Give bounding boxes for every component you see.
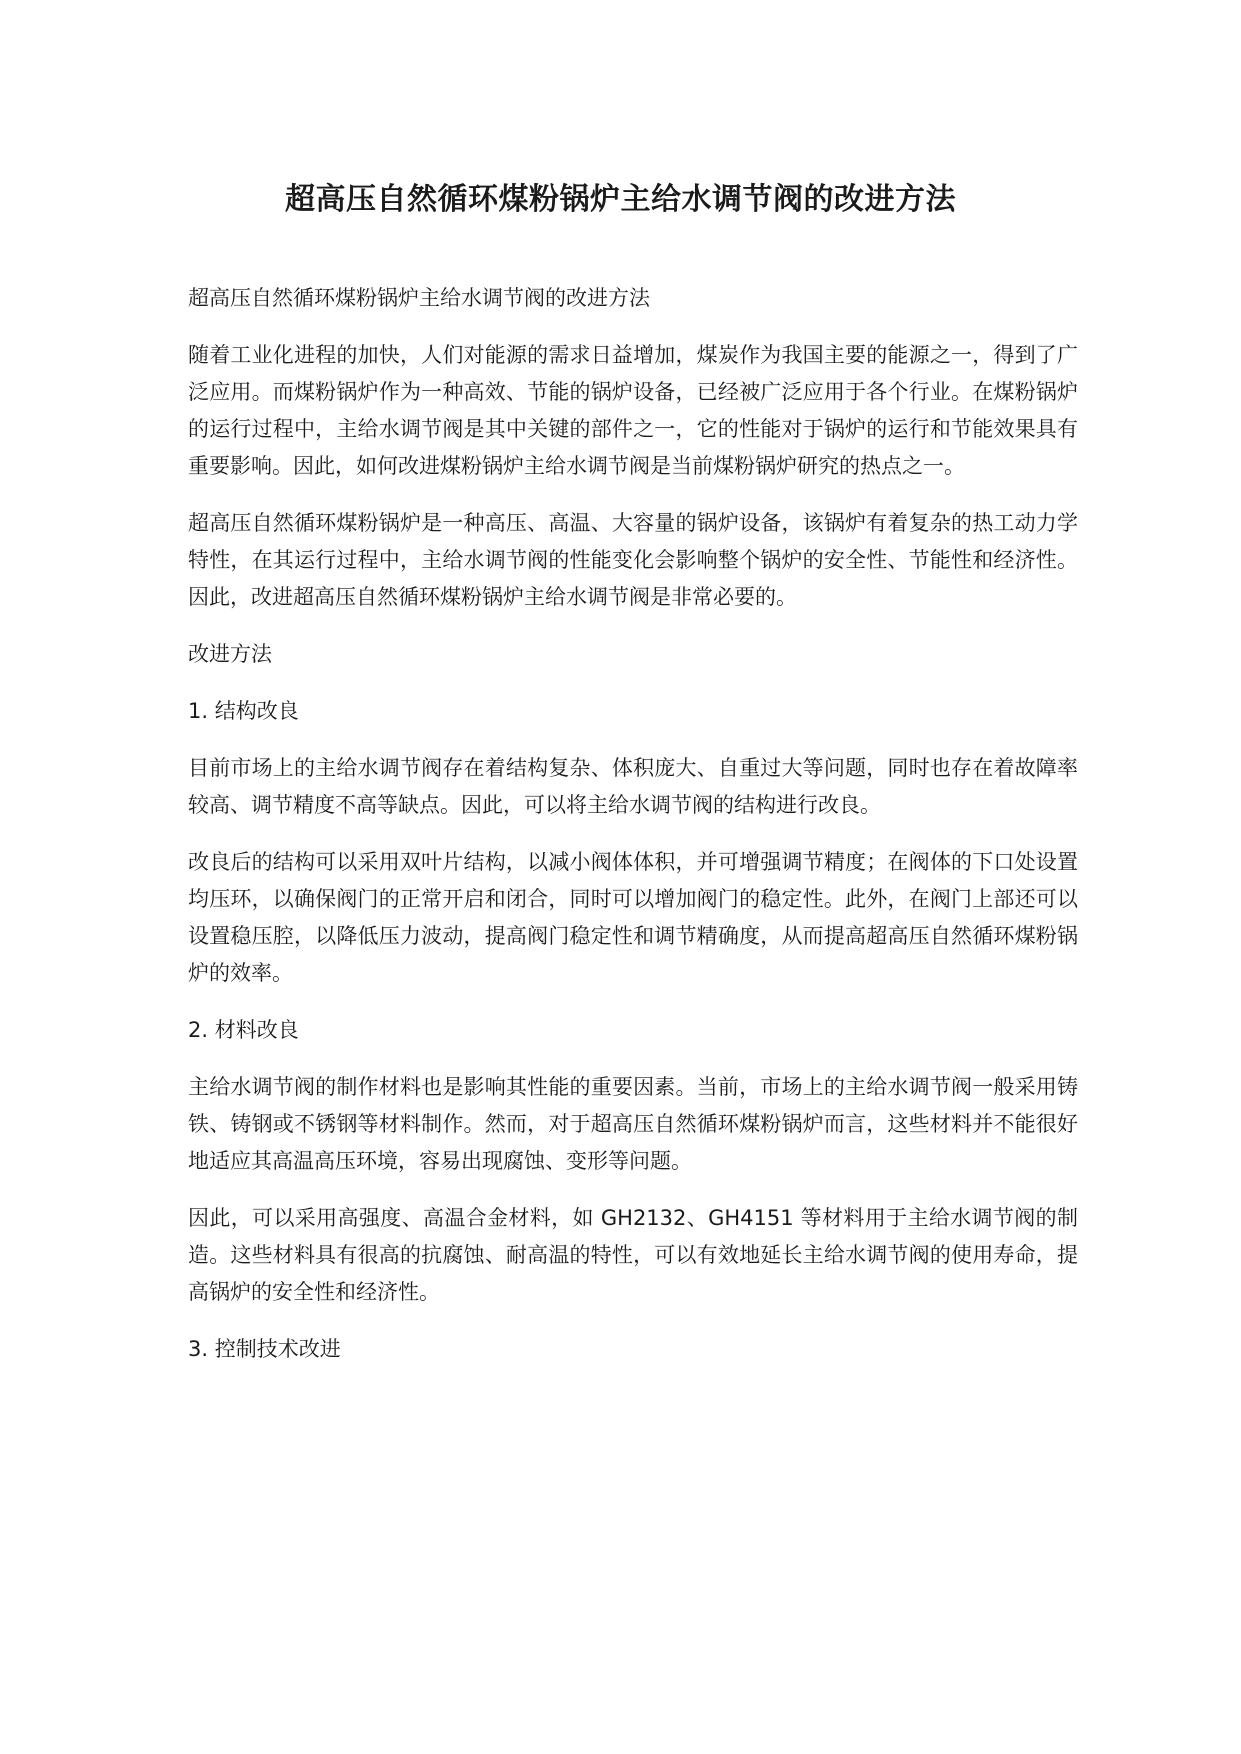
section-2-heading: 2. 材料改良 (188, 1018, 299, 1042)
section-2-paragraph-2: 因此，可以采用高强度、高温合金材料，如 GH2132、GH4151 等材料用于主给水调节阀的制造。这些材料具有很高的抗腐蚀、耐高温的特性，可以有效地延长主给水调节阀的使用寿命，提高锅炉的安全性和经济性。 (188, 1206, 1078, 1304)
methods-heading: 改进方法 (188, 642, 272, 666)
section-2-paragraph-1: 主给水调节阀的制作材料也是影响其性能的重要因素。当前，市场上的主给水调节阀一般采用铸铁、铸钢或不锈钢等材料制作。然而，对于超高压自然循环煤粉锅炉而言，这些材料并不能很好地适应其高温高压环境，容易出现腐蚀、变形等问题。 (188, 1075, 1078, 1173)
section-1-paragraph-1: 目前市场上的主给水调节阀存在着结构复杂、体积庞大、自重过大等问题，同时也存在着故障率较高、调节精度不高等缺点。因此，可以将主给水调节阀的结构进行改良。 (188, 756, 1078, 817)
section-1-paragraph-2: 改良后的结构可以采用双叶片结构，以减小阀体体积，并可增强调节精度；在阀体的下口处设置均压环，以确保阀门的正常开启和闭合，同时可以增加阀门的稳定性。此外，在阀门上部还可以设置稳压腔，以降低压力波动，提高阀门稳定性和调节精确度，从而提高超高压自然循环煤粉锅炉的效率。 (188, 850, 1078, 985)
document-body (188, 280, 1078, 1388)
intro-paragraph-1: 随着工业化进程的加快，人们对能源的需求日益增加，煤炭作为我国主要的能源之一，得到了广泛应用。而煤粉锅炉作为一种高效、节能的锅炉设备，已经被广泛应用于各个行业。在煤粉锅炉的运行过程中，主给水调节阀是其中关键的部件之一，它的性能对于锅炉的运行和节能效果具有重要影响。因此，如何改进煤粉锅炉主给水调节阀是当前煤粉锅炉研究的热点之一。 (188, 343, 1078, 478)
section-3-heading: 3. 控制技术改进 (188, 1337, 341, 1361)
document-title: 超高压自然循环煤粉锅炉主给水调节阀的改进方法 (285, 182, 956, 217)
section-1-heading: 1. 结构改良 (188, 699, 299, 723)
subtitle-line: 超高压自然循环煤粉锅炉主给水调节阀的改进方法 (188, 286, 650, 310)
intro-paragraph-2: 超高压自然循环煤粉锅炉是一种高压、高温、大容量的锅炉设备，该锅炉有着复杂的热工动力学特性，在其运行过程中，主给水调节阀的性能变化会影响整个锅炉的安全性、节能性和经济性。因此，改进超高压自然循环煤粉锅炉主给水调节阀是非常必要的。 (188, 511, 1078, 609)
